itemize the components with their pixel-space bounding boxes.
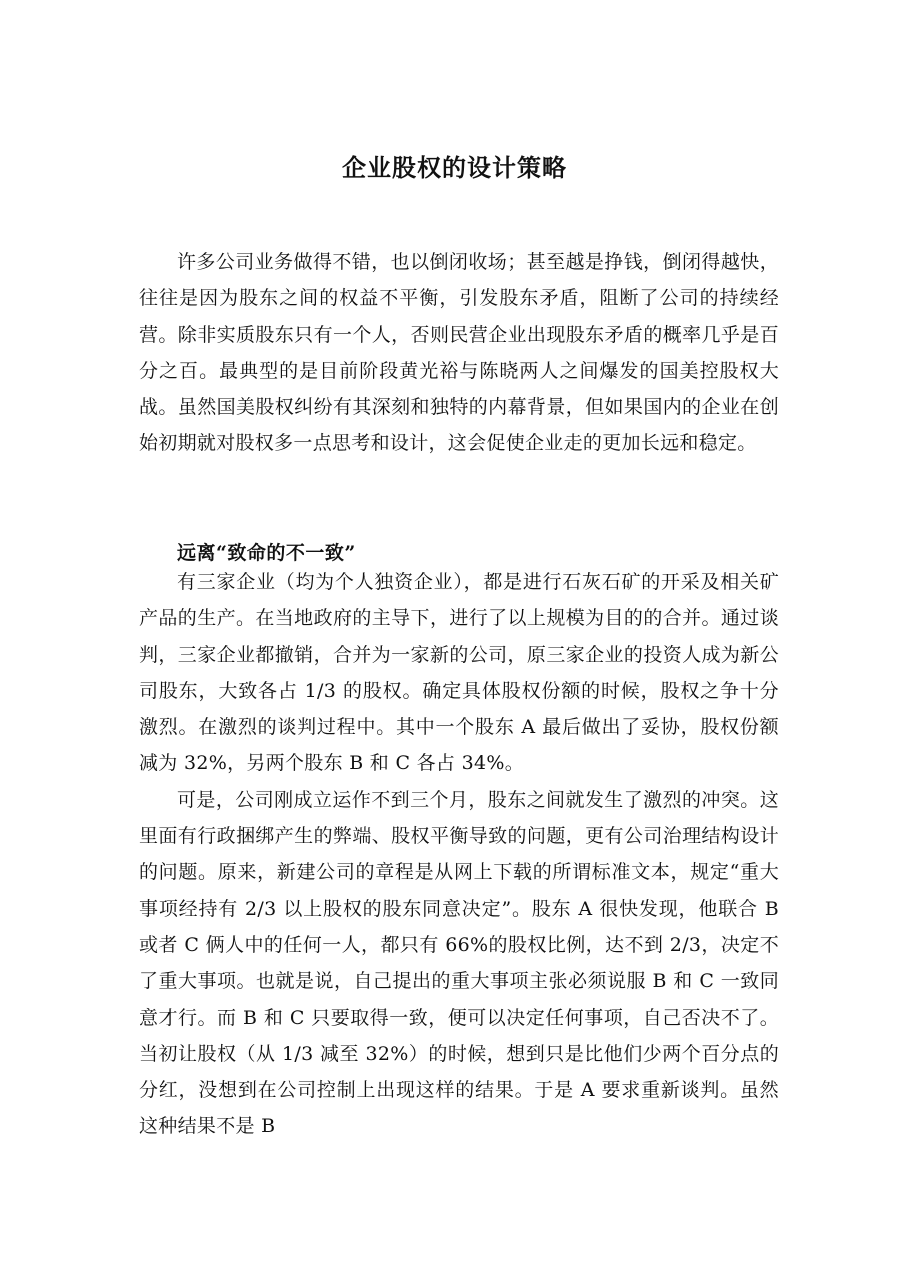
intro-paragraph: 许多公司业务做得不错，也以倒闭收场；甚至越是挣钱，倒闭得越快，往往是因为股东之间的权益不平衡，引发股东矛盾，阻断了公司的持续经营。除非实质股东只有一个人，否则民营企业出现股东矛盾的概率几乎是百分之百。最典型的是目前阶段黄光裕与陈晓两人之间爆发的国美控股权大战。虽然国美股权纠纷有其深刻和独特的内幕背景，但如果国内的企业在创始初期就对股权多一点思考和设计，这会促使企业走的更加长远和稳定。 <box>139 251 779 455</box>
intro-block <box>139 244 779 462</box>
document-title: 企业股权的设计策略 <box>342 153 567 182</box>
section-heading: 远离“致命的不一致” <box>177 542 356 564</box>
body-paragraph-1: 有三家企业（均为个人独资企业），都是进行石灰石矿的开采及相关矿产品的生产。在当地政府的主导下，进行了以上规模为目的的合并。通过谈判，三家企业都撤销，合并为一家新的公司，原三家企业的投资人成为新公司股东，大致各占 1/3 的股权。确定具体股权份额的时候，股权之争十分激烈。在激烈的谈判过程中。其中一个股东 A 最后做出了妥协，股权份额减为 32%，另两个股东 B 和 C 各占 34%。 <box>139 571 779 775</box>
body-paragraph-2: 可是，公司刚成立运作不到三个月，股东之间就发生了激烈的冲突。这里面有行政捆绑产生的弊端、股权平衡导致的问题，更有公司治理结构设计的问题。原来，新建公司的章程是从网上下载的所谓标准文本，规定“重大事项经持有 2/3 以上股权的股东同意决定”。股东 A 很快发现，他联合 B 或者 C 俩人中的任何一人，都只有 66%的股权比例，达不到 2/3，决定不了重大事项。也就是说，自己提出的重大事项主张必须说服 B 和 C 一致同意才行。而 B 和 C 只要取得一致，便可以决定任何事项，自己否决不了。当初让股权（从 1/3 减至 32%）的时候，想到只是比他们少两个百分点的分红，没想到在公司控制上出现这样的结果。于是 A 要求重新谈判。虽然这种结果不是 B <box>139 788 779 1138</box>
body-block <box>139 564 779 1145</box>
